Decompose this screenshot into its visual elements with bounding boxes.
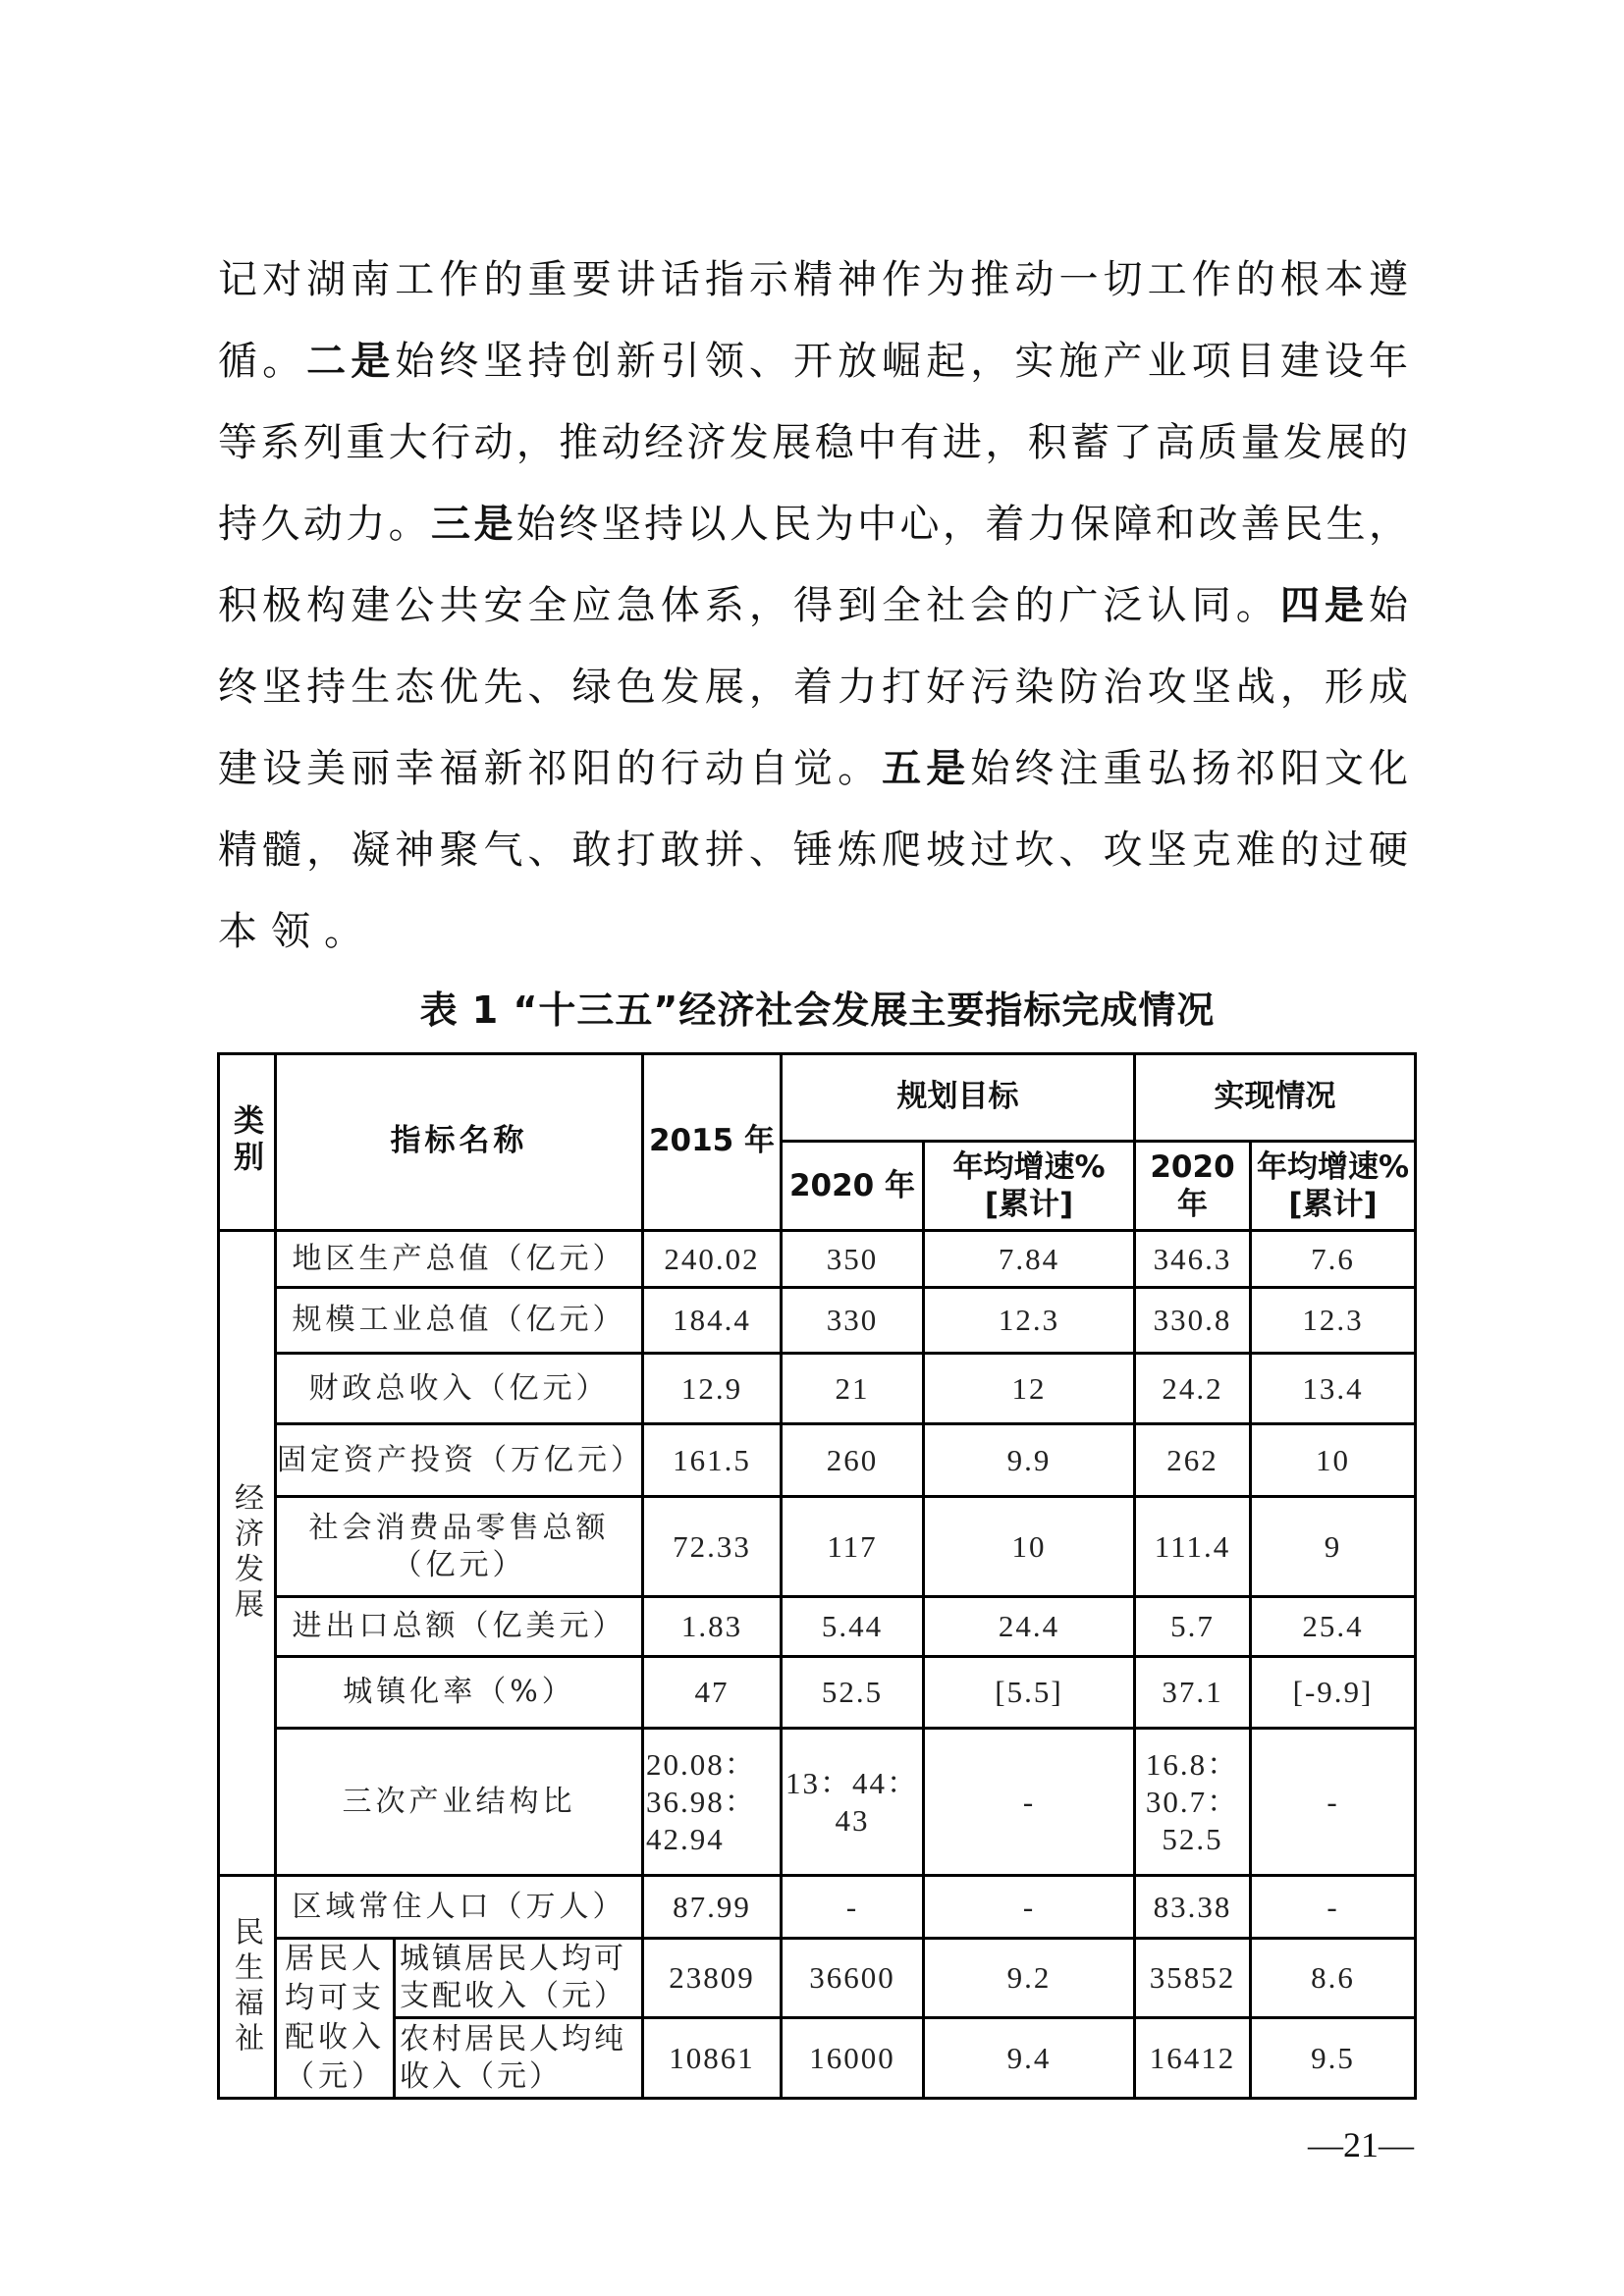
value-2015-line: 42.94 bbox=[646, 1821, 725, 1856]
value-plan-growth: 9.9 bbox=[925, 1425, 1136, 1498]
body-text-segment: 持久动力。 bbox=[218, 502, 432, 547]
indicator-name: 进出口总额（亿美元） bbox=[277, 1598, 644, 1658]
value-plan-2020: - bbox=[783, 1877, 925, 1940]
header-category: 类别 bbox=[217, 1052, 277, 1232]
value-actual-2020: 83.38 bbox=[1136, 1877, 1252, 1940]
value-2015: 184.4 bbox=[644, 1289, 783, 1355]
value-actual-2020: 111.4 bbox=[1136, 1498, 1252, 1598]
value-actual-growth: 9 bbox=[1252, 1498, 1417, 1598]
indicator-name: 区域常住人口（万人） bbox=[277, 1877, 644, 1940]
body-text-segment: 始 bbox=[1369, 583, 1409, 628]
body-text-segment: 始终注重弘扬祁阳文化 bbox=[970, 746, 1409, 791]
value-actual-2020: 262 bbox=[1136, 1425, 1252, 1498]
header-plan-growth bbox=[925, 1143, 1136, 1232]
value-2015: 87.99 bbox=[644, 1877, 783, 1940]
indicator-name-line: 支配收入（元） bbox=[400, 1979, 626, 2013]
value-plan-growth: - bbox=[925, 1877, 1136, 1940]
value-actual-2020: 16412 bbox=[1136, 2019, 1252, 2100]
value-plan-2020: 36600 bbox=[783, 1940, 925, 2019]
value-plan-growth: 10 bbox=[925, 1498, 1136, 1598]
header-indicator: 指标名称 bbox=[277, 1052, 644, 1232]
body-text-segment: 始终坚持创新引领、开放崛起，实施产业项目建设年 bbox=[395, 339, 1409, 384]
indicator-name-line: 农村居民人均纯 bbox=[400, 2021, 626, 2056]
indicator-name: 城镇化率（%） bbox=[277, 1658, 644, 1730]
value-plan-2020: 13：44：43 bbox=[783, 1730, 925, 1877]
income-group-label-line: 居民人 bbox=[285, 1942, 385, 1976]
header-base-year: 2015 年 bbox=[644, 1052, 783, 1232]
value-plan-2020: 16000 bbox=[783, 2019, 925, 2100]
emphasis-text: 三是 bbox=[431, 502, 516, 547]
value-actual-2020: 346.3 bbox=[1136, 1232, 1252, 1289]
value-actual-growth: 7.6 bbox=[1252, 1232, 1417, 1289]
value-2015: 72.33 bbox=[644, 1498, 783, 1598]
value-plan-2020: 21 bbox=[783, 1355, 925, 1425]
income-group-label-line: （元） bbox=[285, 2059, 385, 2094]
value-actual-growth: 8.6 bbox=[1252, 1940, 1417, 2019]
table-title: 表 1 “十三五”经济社会发展主要指标完成情况 bbox=[419, 988, 1216, 1032]
income-group-label bbox=[277, 1940, 396, 2100]
value-actual-growth: 25.4 bbox=[1252, 1598, 1417, 1658]
value-2015: 10861 bbox=[644, 2019, 783, 2100]
indicator-name: 固定资产投资（万亿元） bbox=[277, 1425, 644, 1498]
header-plan-group: 规划目标 bbox=[783, 1052, 1136, 1143]
header-actual-group: 实现情况 bbox=[1136, 1052, 1417, 1143]
body-line bbox=[218, 739, 1408, 798]
value-actual-growth: - bbox=[1252, 1730, 1417, 1877]
indicator-name bbox=[396, 1940, 644, 2019]
value-actual-2020: 330.8 bbox=[1136, 1289, 1252, 1355]
header-plan-growth-line1: 年均增速% bbox=[952, 1149, 1106, 1185]
body-text-segment: 终坚持生态优先、绿色发展，着力打好污染防治攻坚战，形成 bbox=[218, 665, 1408, 710]
value-2015: 23809 bbox=[644, 1940, 783, 2019]
value-actual-growth: 10 bbox=[1252, 1425, 1417, 1498]
value-actual-2020: 35852 bbox=[1136, 1940, 1252, 2019]
value-plan-growth: 9.4 bbox=[925, 2019, 1136, 2100]
value-actual-growth: [-9.9] bbox=[1252, 1658, 1417, 1730]
value-actual-2020-line: 30.7： bbox=[1145, 1784, 1240, 1819]
value-actual-2020 bbox=[1136, 1730, 1252, 1877]
emphasis-text: 五是 bbox=[882, 746, 971, 791]
page-number: —21— bbox=[1308, 2125, 1414, 2164]
emphasis-text: 四是 bbox=[1279, 583, 1370, 628]
value-plan-growth: 12 bbox=[925, 1355, 1136, 1425]
body-text-segment: 建设美丽幸福新祁阳的行动自觉。 bbox=[218, 746, 883, 791]
indicator-name-line: 收入（元） bbox=[400, 2058, 562, 2094]
income-group-label-line: 均可支 bbox=[285, 1981, 385, 2015]
value-actual-growth: 9.5 bbox=[1252, 2019, 1417, 2100]
header-actual-2020: 2020 年 bbox=[1136, 1143, 1252, 1232]
indicator-name bbox=[277, 1498, 644, 1598]
body-line bbox=[218, 658, 1408, 717]
emphasis-text: 二是 bbox=[306, 339, 396, 384]
value-2015-line: 20.08： bbox=[646, 1746, 757, 1782]
header-actual-growth-line2: [累计] bbox=[1288, 1187, 1378, 1222]
value-plan-growth: 24.4 bbox=[925, 1598, 1136, 1658]
value-actual-growth: 12.3 bbox=[1252, 1289, 1417, 1355]
header-actual-growth bbox=[1252, 1143, 1417, 1232]
value-plan-2020: 260 bbox=[783, 1425, 925, 1498]
body-text-segment: 循。 bbox=[218, 339, 307, 384]
value-actual-2020: 24.2 bbox=[1136, 1355, 1252, 1425]
value-actual-growth: 13.4 bbox=[1252, 1355, 1417, 1425]
indicator-name: 地区生产总值（亿元） bbox=[277, 1232, 644, 1289]
value-plan-growth: 7.84 bbox=[925, 1232, 1136, 1289]
body-text-segment: 积极构建公共安全应急体系，得到全社会的广泛认同。 bbox=[218, 583, 1280, 628]
body-text-segment: 记对湖南工作的重要讲话指示精神作为推动一切工作的根本遵 bbox=[218, 257, 1408, 302]
value-plan-growth: [5.5] bbox=[925, 1658, 1136, 1730]
value-plan-2020: 350 bbox=[783, 1232, 925, 1289]
value-plan-growth: - bbox=[925, 1730, 1136, 1877]
header-plan-growth-line2: [累计] bbox=[984, 1187, 1074, 1222]
body-text-segment: 始终坚持以人民为中心，着力保障和改善民生， bbox=[515, 502, 1409, 547]
body-line bbox=[218, 495, 1408, 554]
indicator-name: 三次产业结构比 bbox=[277, 1730, 644, 1877]
value-2015: 240.02 bbox=[644, 1232, 783, 1289]
value-actual-2020-line: 52.5 bbox=[1162, 1821, 1223, 1856]
header-plan-2020: 2020 年 bbox=[783, 1143, 925, 1232]
indicator-name-line: 城镇居民人均可 bbox=[400, 1942, 626, 1976]
body-text-segment: 等系列重大行动，推动经济发展稳中有进，积蓄了高质量发展的 bbox=[218, 420, 1408, 465]
body-text-segment: 精髓，凝神聚气、敢打敢拼、锤炼爬坡过坎、攻坚克难的过硬 bbox=[218, 828, 1408, 873]
value-2015: 12.9 bbox=[644, 1355, 783, 1425]
value-plan-growth: 9.2 bbox=[925, 1940, 1136, 2019]
body-line bbox=[218, 821, 1408, 880]
value-2015-line: 36.98： bbox=[646, 1784, 757, 1819]
header-actual-growth-line1: 年均增速% bbox=[1256, 1149, 1410, 1185]
indicators-table bbox=[217, 1052, 1417, 2100]
income-group-label-line: 配收入 bbox=[285, 2020, 385, 2055]
indicator-name-line: （亿元） bbox=[392, 1547, 526, 1582]
value-actual-growth: - bbox=[1252, 1877, 1417, 1940]
indicator-name bbox=[396, 2019, 644, 2100]
value-plan-2020: 5.44 bbox=[783, 1598, 925, 1658]
indicator-name: 规模工业总值（亿元） bbox=[277, 1289, 644, 1355]
value-actual-2020: 5.7 bbox=[1136, 1598, 1252, 1658]
body-line bbox=[218, 250, 1408, 309]
value-2015: 161.5 bbox=[644, 1425, 783, 1498]
indicator-name-line: 社会消费品零售总额 bbox=[308, 1510, 610, 1545]
value-plan-2020: 330 bbox=[783, 1289, 925, 1355]
indicator-name: 财政总收入（亿元） bbox=[277, 1355, 644, 1425]
value-actual-2020: 37.1 bbox=[1136, 1658, 1252, 1730]
value-2015: 47 bbox=[644, 1658, 783, 1730]
value-2015: 1.83 bbox=[644, 1598, 783, 1658]
value-plan-2020: 52.5 bbox=[783, 1658, 925, 1730]
body-line bbox=[218, 413, 1408, 472]
body-text-segment: 本领。 bbox=[218, 909, 377, 954]
body-line bbox=[218, 576, 1408, 635]
body-line bbox=[218, 902, 1408, 961]
value-actual-2020-line: 16.8： bbox=[1145, 1746, 1240, 1782]
value-plan-2020: 117 bbox=[783, 1498, 925, 1598]
value-2015 bbox=[644, 1730, 783, 1877]
body-line bbox=[218, 332, 1408, 391]
value-plan-growth: 12.3 bbox=[925, 1289, 1136, 1355]
category-economic: 经济发展 bbox=[217, 1232, 277, 1877]
category-livelihood: 民生福祉 bbox=[217, 1877, 277, 2100]
